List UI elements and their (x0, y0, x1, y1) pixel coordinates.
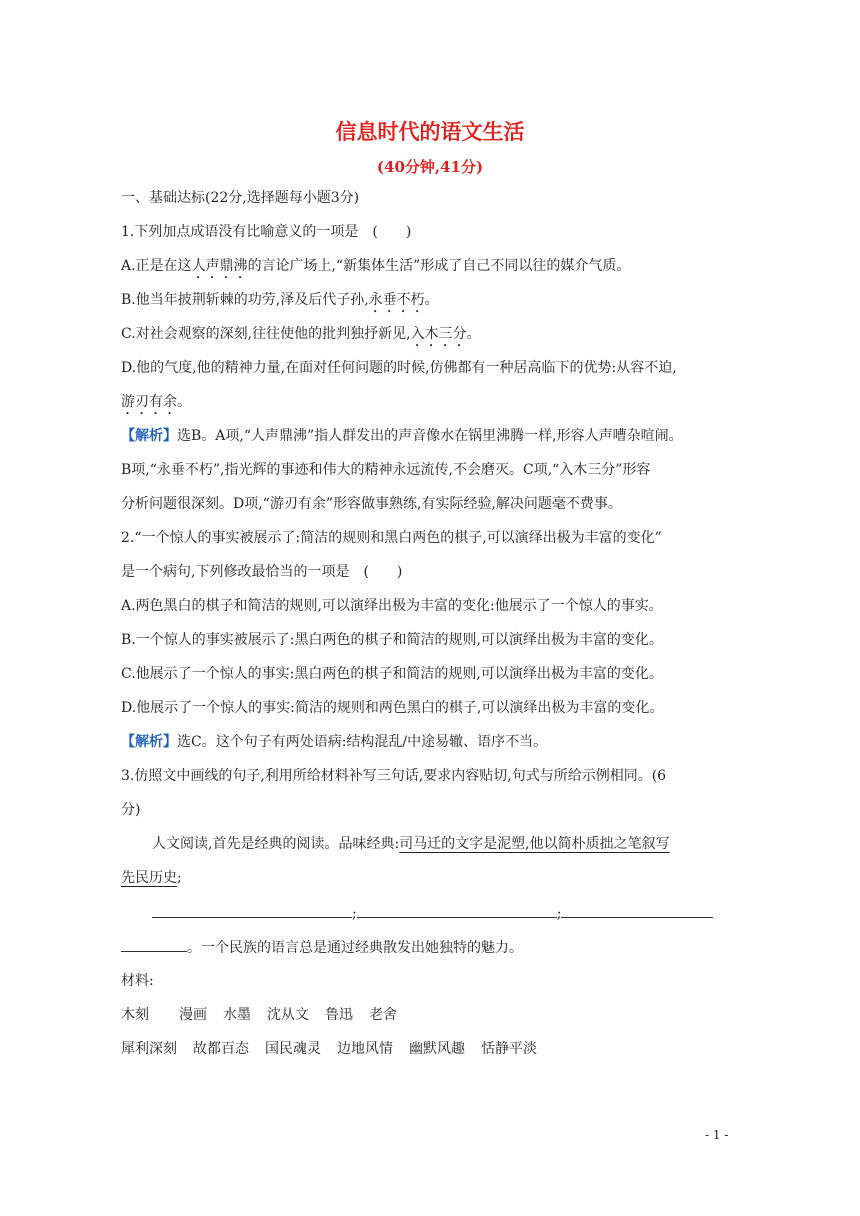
question-3-stem-cont: 分) (121, 802, 141, 818)
question-1-stem: 1.下列加点成语没有比喻意义的一项是 ( ) (121, 224, 412, 240)
emphasized-idiom: 入木三分 (410, 326, 467, 342)
answer-blank-row-2: 。一个民族的语言总是通过经典散发出她独特的魅力。 (121, 937, 523, 958)
underlined-example: 司马迁的文字是泥塑,他以简朴质拙之笔叙写 (399, 836, 670, 852)
material-item: 幽默风趣 (409, 1041, 465, 1057)
analysis-tag: 【解析】 (121, 428, 177, 444)
question-1-analysis-line-3: 分析问题很深刻。D项,“游刃有余”形容做事熟练,有实际经验,解决问题毫不费事。 (121, 496, 622, 512)
material-item: 故都百态 (193, 1041, 249, 1057)
question-1-analysis: 【解析】选B。A项,“人声鼎沸”指人群发出的声音像水在锅里沸腾一样,形容人声嘈杂喧闹。 (121, 428, 683, 444)
material-item: 鲁迅 (325, 1007, 353, 1023)
answer-blanks-row: ; ; (152, 903, 713, 924)
material-item: 恬静平淡 (481, 1041, 537, 1057)
answer-blank-2[interactable] (357, 903, 557, 918)
question-1-option-c: C.对社会观察的深刻,往往使他的批判独抒新见,入木三分。 (121, 326, 481, 342)
emphasized-idiom: 游刃有余 (121, 394, 177, 410)
material-item: 犀利深刻 (121, 1041, 177, 1057)
material-item: 沈从文 (267, 1007, 309, 1023)
emphasized-idiom: 人声鼎沸 (191, 258, 248, 274)
question-1-option-d-cont: 游刃有余。 (121, 394, 191, 410)
materials-label: 材料: (121, 973, 154, 989)
material-item: 老舍 (369, 1007, 397, 1023)
page-subtitle: (40分钟,41分) (376, 158, 484, 176)
materials-row-2 (121, 1039, 537, 1059)
analysis-tag: 【解析】 (121, 734, 177, 750)
question-3-passage: 人文阅读,首先是经典的阅读。品味经典:司马迁的文字是泥塑,他以简朴质拙之笔叙写 (152, 836, 670, 852)
materials-row-1 (121, 1005, 397, 1025)
question-2-analysis: 【解析】选C。这个句子有两处语病:结构混乱/中途易辙、语序不当。 (121, 734, 548, 750)
answer-blank-3-cont[interactable] (121, 937, 187, 952)
question-1-option-a: A.正是在这人声鼎沸的言论广场上,“新集体生活”形成了自己不同以往的媒介气质。 (121, 258, 631, 274)
answer-blank-1[interactable] (152, 903, 352, 918)
material-item: 漫画 (179, 1007, 207, 1023)
question-2-option-d: D.他展示了一个惊人的事实:简洁的规则和两色黑白的棋子,可以演绎出极为丰富的变化。 (121, 700, 664, 716)
question-2-option-c: C.他展示了一个惊人的事实:黑白两色的棋子和简洁的规则,可以演绎出极为丰富的变化。 (121, 666, 663, 682)
material-item: 木刻 (121, 1007, 149, 1023)
question-1-analysis-line-2: B项,“永垂不朽”,指光辉的事迹和伟大的精神永远流传,不会磨灭。C项,“入木三分”形容 (121, 462, 651, 478)
material-item: 水墨 (223, 1007, 251, 1023)
question-2-stem-cont: 是一个病句,下列修改最恰当的一项是 ( ) (121, 564, 403, 580)
page-title: 信息时代的语文生活 (335, 119, 525, 144)
material-item: 边地风情 (337, 1041, 393, 1057)
section-heading: 一、基础达标(22分,选择题每小题3分) (121, 190, 360, 206)
question-3-passage-cont: 先民历史; (121, 870, 182, 886)
question-2-option-b: B.一个惊人的事实被展示了:黑白两色的棋子和简洁的规则,可以演绎出极为丰富的变化。 (121, 632, 663, 648)
question-2-option-a: A.两色黑白的棋子和简洁的规则,可以演绎出极为丰富的变化:他展示了一个惊人的事实。 (121, 598, 663, 614)
question-3-stem: 3.仿照文中画线的句子,利用所给材料补写三句话,要求内容贴切,句式与所给示例相同。(6 (121, 768, 667, 784)
question-2-stem: 2.“一个惊人的事实被展示了:简洁的规则和黑白两色的棋子,可以演绎出极为丰富的变化” (121, 530, 662, 546)
emphasized-idiom: 永垂不朽 (368, 292, 425, 308)
answer-blank-3[interactable] (561, 903, 713, 918)
underlined-example: 先民历史 (121, 870, 177, 886)
material-item: 国民魂灵 (265, 1041, 321, 1057)
question-1-option-b: B.他当年披荆斩棘的功劳,泽及后代子孙,永垂不朽。 (121, 292, 439, 308)
page-number: - 1 - (705, 1128, 729, 1142)
question-1-option-d: D.他的气度,他的精神力量,在面对任何问题的时候,仿佛都有一种居高临下的优势:从容不迫, (121, 360, 677, 376)
